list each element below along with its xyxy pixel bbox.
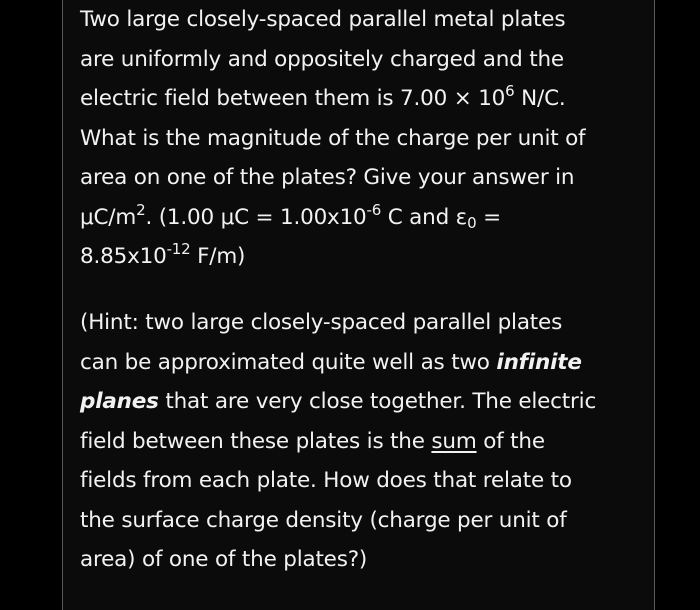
question-line: area on one of the plates? Give your answer in — [80, 165, 575, 190]
emphasis-planes: planes — [80, 389, 159, 414]
text-segment: of the — [476, 428, 545, 454]
text-segment: field between these plates is the — [80, 428, 432, 454]
text-segment: μC/m — [80, 204, 137, 230]
text-segment: . (1.00 μC = 1.00x10 — [145, 204, 367, 230]
text-segment: electric field between them is 7.00 × 10 — [80, 86, 506, 111]
hint-line: area) of one of the plates?) — [80, 547, 368, 572]
hint-line — [80, 382, 640, 422]
exponent: 2 — [136, 200, 146, 219]
hint-line — [80, 343, 640, 383]
text-segment: can be approximated quite well as two — [80, 349, 497, 375]
question-line: Two large closely-spaced parallel metal plates — [80, 7, 566, 32]
exponent: 6 — [505, 82, 515, 100]
hint-line: (Hint: two large closely-spaced parallel plates — [80, 310, 563, 335]
question-line — [80, 79, 640, 119]
text-segment: that are very close together. The electric — [158, 389, 597, 414]
subscript: 0 — [467, 213, 477, 232]
text-segment: N/C. — [514, 86, 566, 111]
text-segment: 8.85x10 — [80, 244, 167, 269]
text-segment: F/m) — [190, 244, 246, 269]
exponent: -12 — [166, 240, 191, 258]
exponent: -6 — [366, 200, 382, 219]
question-line — [80, 237, 640, 277]
question-line: are uniformly and oppositely charged and the — [80, 46, 564, 72]
text-segment: = — [476, 204, 501, 230]
hint-text — [80, 303, 640, 580]
hint-line — [80, 422, 640, 462]
text-segment: C and ε — [381, 204, 468, 230]
emphasis-infinite: infinite — [496, 349, 582, 375]
question-line — [80, 198, 640, 238]
question-line: What is the magnitude of the charge per unit of — [80, 125, 586, 151]
hint-line: fields from each plate. How does that relate to — [80, 468, 572, 493]
underlined-sum: sum — [431, 428, 477, 454]
question-text — [80, 0, 640, 277]
hint-line: the surface charge density (charge per unit of — [80, 507, 567, 533]
